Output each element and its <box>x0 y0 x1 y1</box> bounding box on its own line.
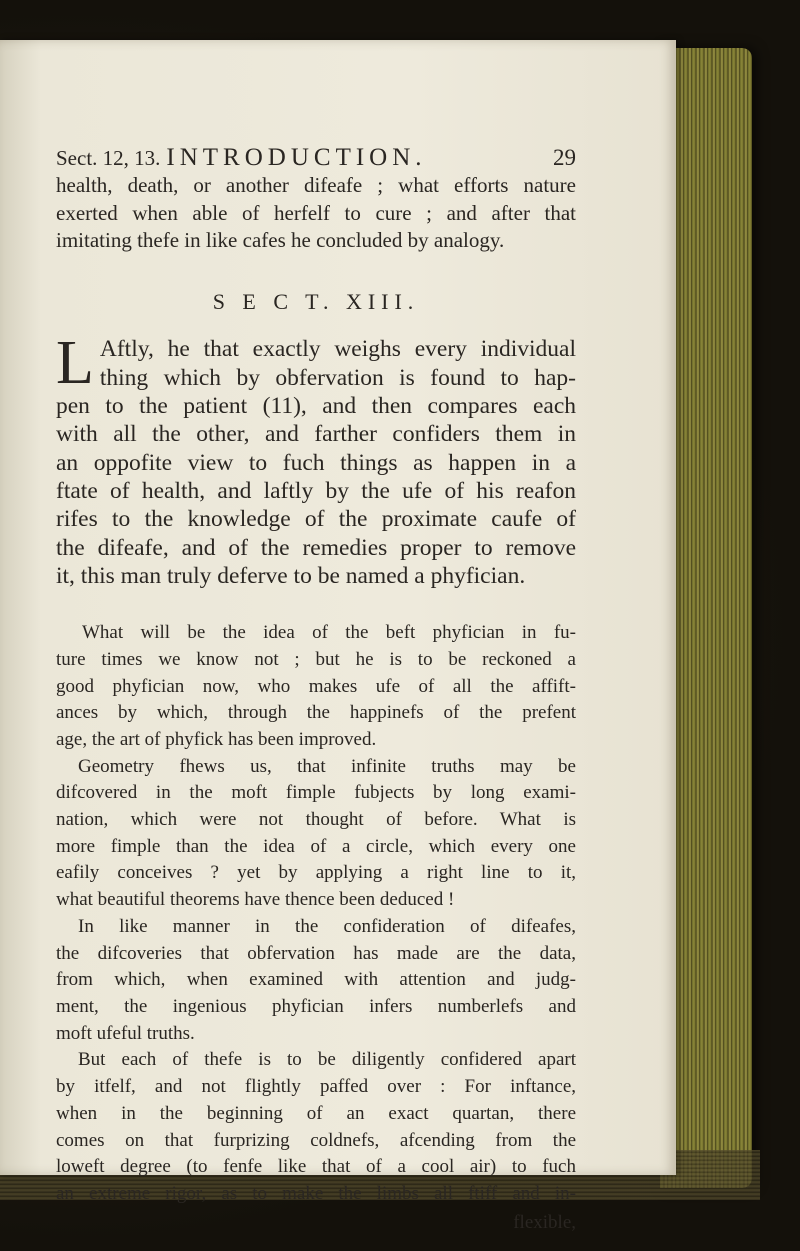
text-line: ment, the ingenious phyfician infers numberlefs and <box>56 996 576 1017</box>
text-line: Aftly, he that exactly weighs every individual <box>99 336 576 363</box>
text-line: In like manner in the confideration of difeafes, <box>78 915 576 937</box>
text-line: age, the art of phyfick has been improved. <box>56 728 377 750</box>
opening-paragraph <box>56 172 576 254</box>
text-line: loweft degree (to fenfe like that of a cool air) to fuch <box>56 1156 576 1178</box>
text-line: by itfelf, and not flightly paffed over : For inftance, <box>56 1076 576 1098</box>
catchword: flexible, <box>513 1211 576 1233</box>
text-line: But each of thefe is to be diligently confidered apart <box>78 1049 576 1071</box>
text-line: imitating thefe in like cafes he concluded by analogy. <box>56 227 505 252</box>
text-line: more fimple than the idea of a circle, which every one <box>56 835 576 857</box>
text-line: from which, when examined with attention and judg- <box>56 969 576 991</box>
commentary-block <box>56 620 576 1236</box>
section-reference: Sect. 12, 13. <box>56 146 161 170</box>
running-header <box>56 144 576 172</box>
text-line: ture times we know not ; but he is to be reckoned a <box>56 648 576 670</box>
text-line: rifes to the knowledge of the proximate caufe of <box>56 506 576 533</box>
text-line: an extreme rigor, as to make the limbs all ftiff and in- <box>56 1182 576 1204</box>
page-number: 29 <box>553 145 576 170</box>
page-text <box>56 144 576 1236</box>
section-heading: S E C T. XIII. <box>212 289 420 315</box>
text-line: ances by which, through the happinefs of the prefent <box>56 702 576 724</box>
text-line: moft ufeful truths. <box>56 1022 195 1044</box>
commentary-paragraph <box>56 1047 576 1074</box>
commentary-paragraph <box>56 620 576 647</box>
text-line: ftate of health, and laftly by the ufe of his reafon <box>56 477 576 504</box>
text-line: it, this man truly deferve to be named a phyfician. <box>56 562 526 589</box>
running-title: INTRODUCTION. <box>166 144 427 171</box>
book-page <box>0 40 676 1233</box>
text-line: an oppofite view to fuch things as happen in a <box>56 449 576 476</box>
text-line: difcovered in the moft fimple fubjects by long exami- <box>56 782 576 804</box>
commentary-paragraph <box>56 754 576 781</box>
text-line: eafily conceives ? yet by applying a right line to it, <box>56 862 576 884</box>
text-line: with all the other, and farther confiders them in <box>56 421 576 448</box>
drop-cap: L <box>56 329 94 398</box>
section-paragraph <box>56 329 576 590</box>
text-line: Geometry fhews us, that infinite truths may be <box>78 755 576 777</box>
text-line: the difcoveries that obfervation has made are the data, <box>56 942 576 964</box>
text-line: nation, which were not thought of before. What is <box>56 809 576 831</box>
text-line: comes on that furprizing coldnefs, afcending from the <box>56 1129 576 1151</box>
text-line: good phyfician now, who makes ufe of all the affift- <box>56 675 576 697</box>
text-line: What will be the idea of the beft phyfician in fu- <box>82 622 576 644</box>
text-line: thing which by obfervation is found to hap- <box>99 364 576 391</box>
text-line: pen to the patient (11), and then compares each <box>56 393 576 420</box>
commentary-paragraph <box>56 914 576 941</box>
text-line: when in the beginning of an exact quartan, there <box>56 1102 576 1124</box>
text-line: what beautiful theorems have thence been deduced ! <box>56 889 455 911</box>
text-line: exerted when able of herfelf to cure ; and after that <box>56 200 576 225</box>
text-line: health, death, or another difeafe ; what efforts nature <box>56 173 576 198</box>
text-line: the difeafe, and of the remedies proper to remove <box>56 534 576 561</box>
